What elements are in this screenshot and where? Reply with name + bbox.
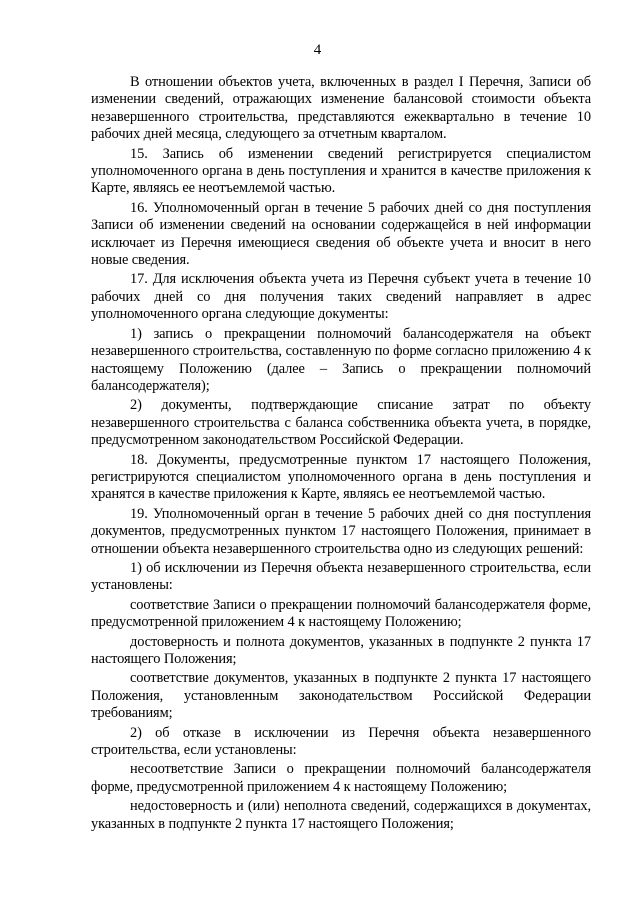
paragraph-item-17-sub-1: 1) запись о прекращении полномочий балансодержателя на объект незавершенного строительства, составленную по форме согласно приложению 4 к настоящему Положению (далее – Запись о прекращении полномочий балансодержателя); [91,325,591,394]
paragraph-item-19-sub-2-condition-2: недостоверность и (или) неполнота сведений, содержащихся в документах, указанных в подпункте 2 пункта 17 настоящего Положения; [91,798,591,832]
paragraph-balance-change-records: В отношении объектов учета, включенных в раздел I Перечня, Записи об изменении сведений, отражающих изменение балансовой стоимости объекта незавершенного строительства, представляются ежеквартально в течение 10 рабочих дней месяца, следующего за отчетным кварталом. [91,74,591,143]
paragraph-item-17: 17. Для исключения объекта учета из Перечня субъект учета в течение 10 рабочих дней со дня получения таких сведений направляет в адрес уполномоченного органа следующие документы: [91,271,591,323]
paragraph-item-19-sub-2: 2) об отказе в исключении из Перечня объекта незавершенного строительства, если установлены: [91,724,591,759]
paragraph-item-17-sub-2: 2) документы, подтверждающие списание затрат по объекту незавершенного строительства с баланса собственника объекта учета, в порядке, предусмотренном законодательством Российской Федерации. [91,397,591,449]
document-body [91,74,591,833]
paragraph-item-19: 19. Уполномоченный орган в течение 5 рабочих дней со дня поступления документов, предусмотренных пунктом 17 настоящего Положения, принимает в отношении объекта незавершенного строительства одно из следующих решений: [91,505,591,557]
paragraph-item-19-sub-1-condition-2: достоверность и полнота документов, указанных в подпункте 2 пункта 17 настоящего Положения; [91,633,591,667]
paragraph-item-19-sub-1: 1) об исключении из Перечня объекта незавершенного строительства, если установлены: [91,559,591,594]
paragraph-item-18: 18. Документы, предусмотренные пунктом 17 настоящего Положения, регистрируются специалистом уполномоченного органа в день поступления и хранятся в качестве приложения к Карте, являясь ее неотъемлемой частью. [91,451,591,503]
paragraph-item-19-sub-1-condition-3: соответствие документов, указанных в подпункте 2 пункта 17 настоящего Положения, установленным законодательством Российской Федерации требованиям; [91,670,591,722]
paragraph-item-16: 16. Уполномоченный орган в течение 5 рабочих дней со дня поступления Записи об изменении сведений на основании содержащейся в ней информации исключает из Перечня имеющиеся сведения об объекте учета и вносит в него новые сведения. [91,199,591,269]
paragraph-item-19-sub-1-condition-1: соответствие Записи о прекращении полномочий балансодержателя форме, предусмотренной приложением 4 к настоящему Положению; [91,596,591,631]
paragraph-item-19-sub-2-condition-1: несоответствие Записи о прекращении полномочий балансодержателя форме, предусмотренной приложением 4 к настоящему Положению; [91,761,591,795]
page-number: 4 [313,42,322,58]
paragraph-item-15: 15. Запись об изменении сведений регистрируется специалистом уполномоченного органа в день поступления и хранится в качестве приложения к Карте, являясь ее неотъемлемой частью. [91,145,591,197]
